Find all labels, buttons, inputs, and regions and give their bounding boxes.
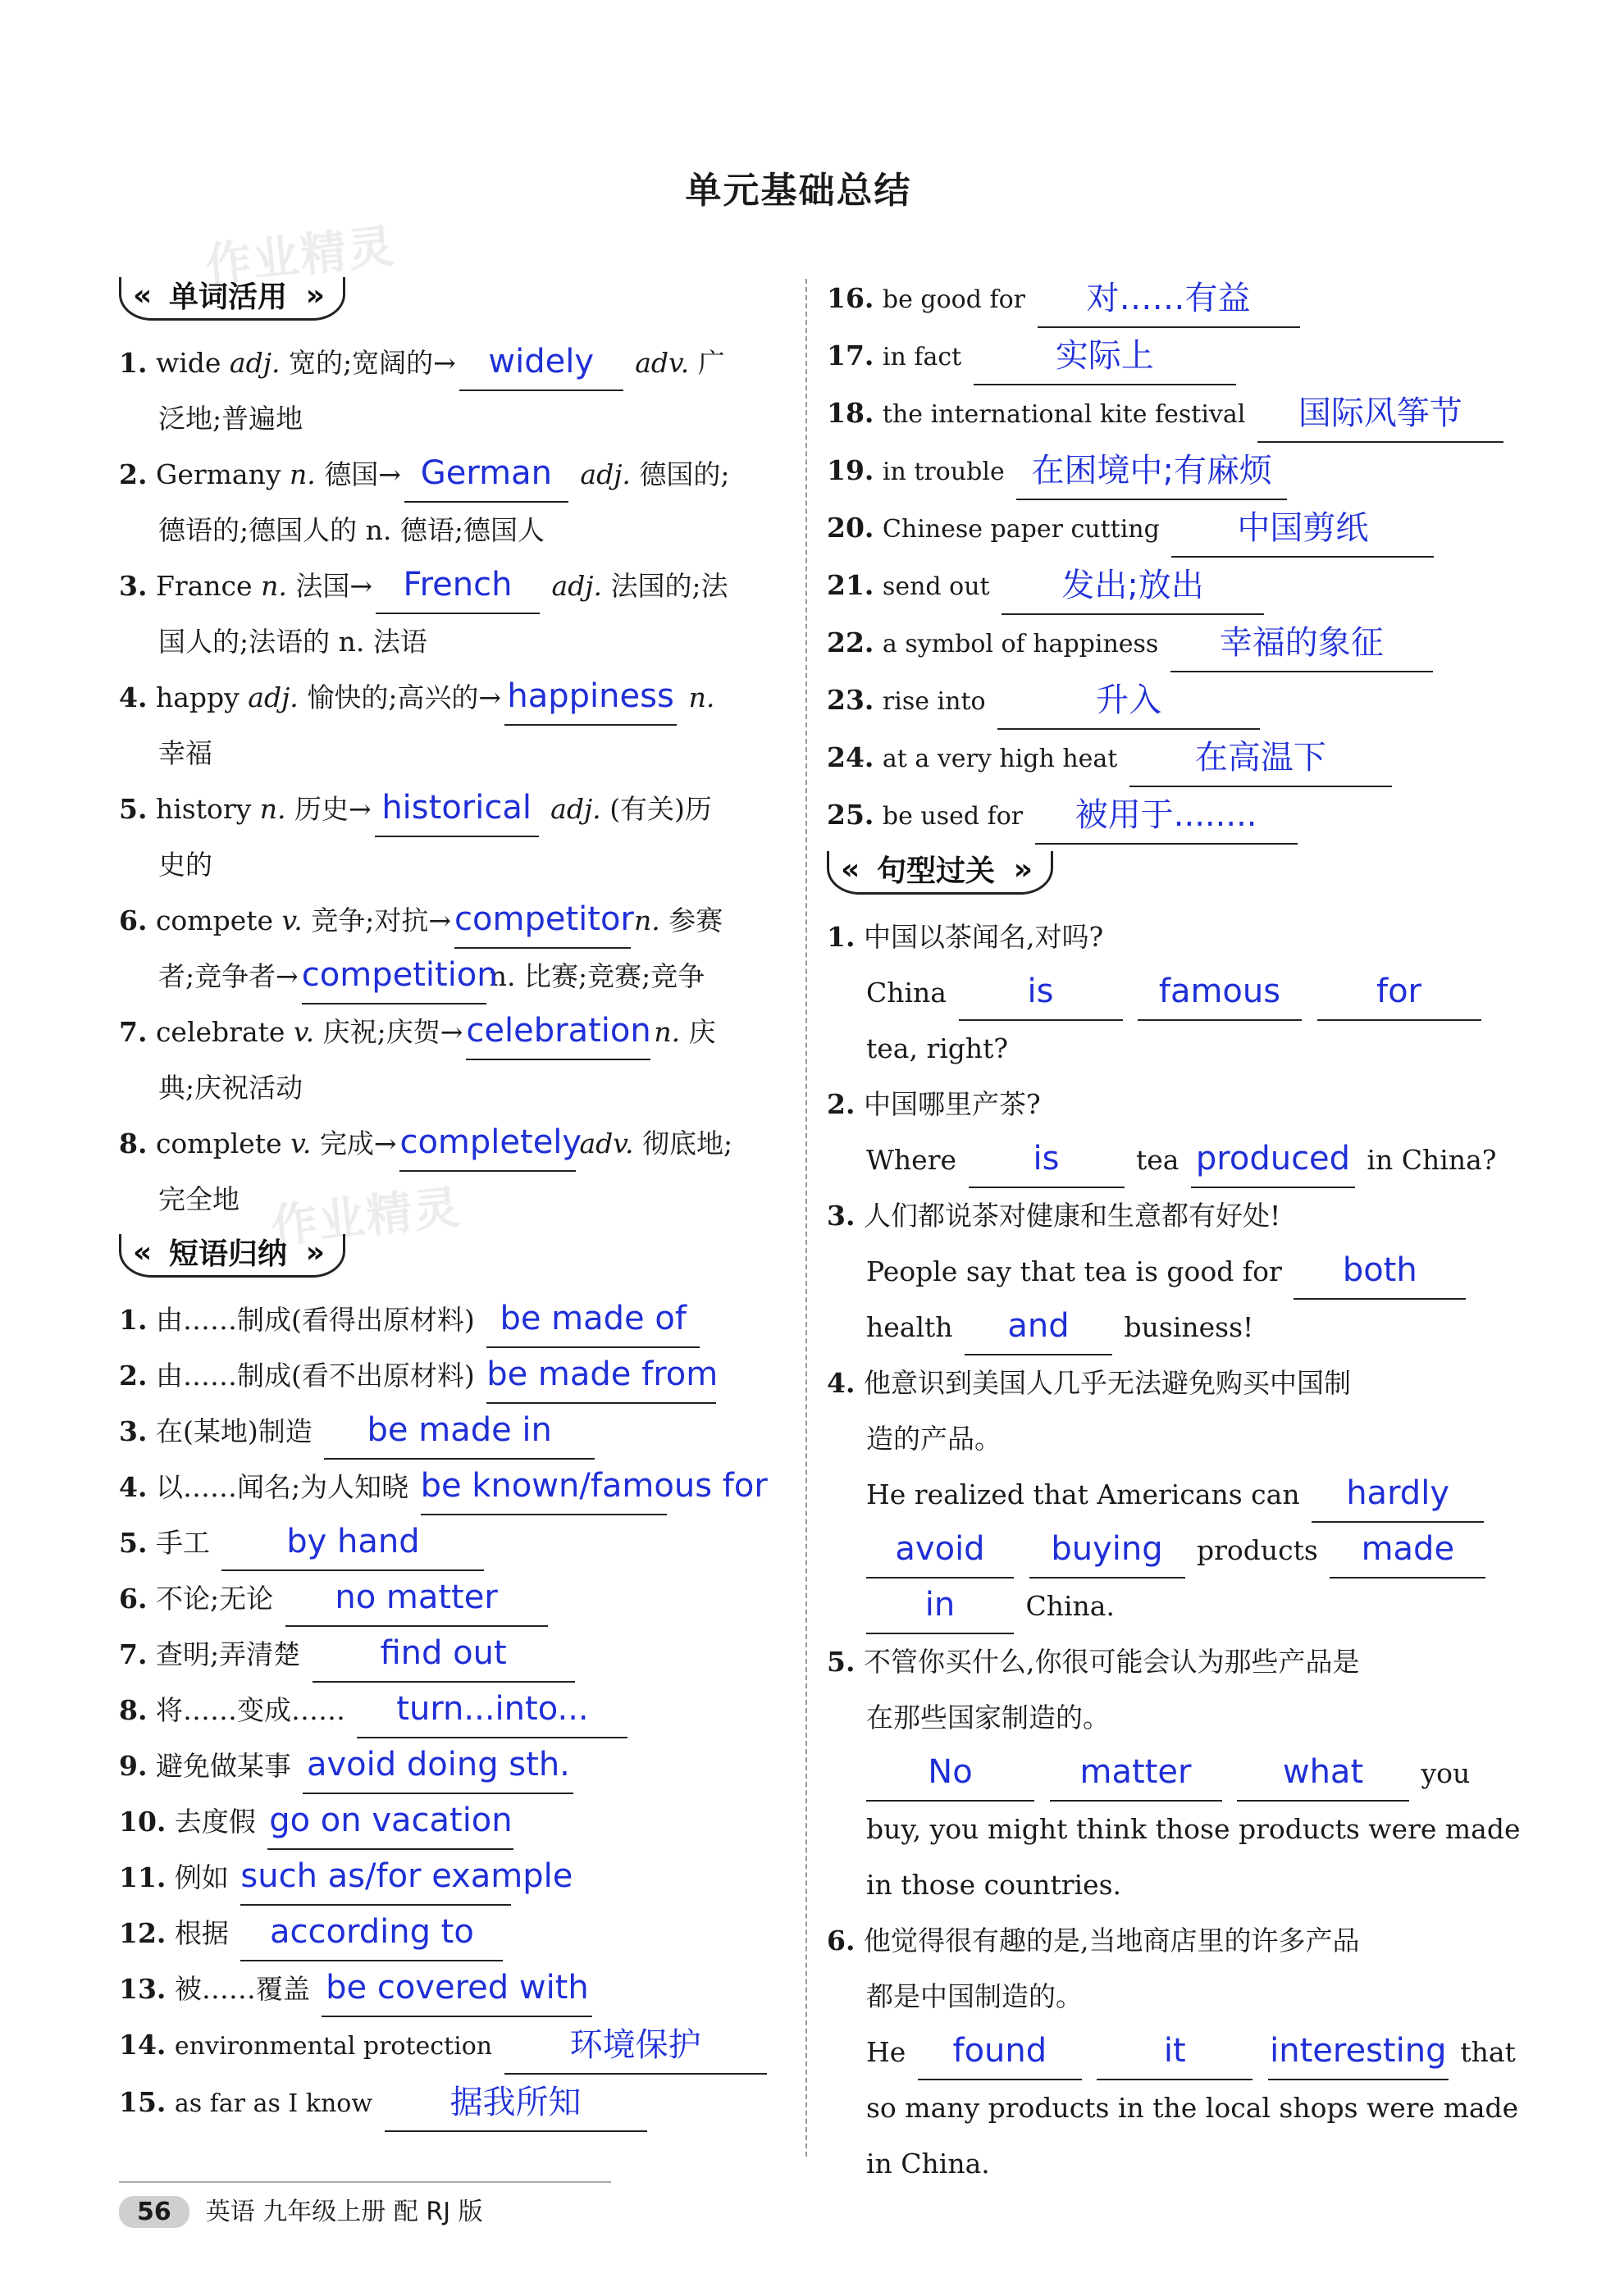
- sentence-en: avoid buying products made: [827, 1523, 1491, 1578]
- answer-blank[interactable]: celebration: [466, 1013, 650, 1060]
- phrase-prompt: 由……制成(看不出原材料): [155, 1360, 475, 1392]
- phrase-item: 10. 去度假 go on vacation: [119, 1794, 796, 1850]
- answer-blank[interactable]: 被用于........: [1035, 797, 1298, 845]
- phrase-item: 1. 由……制成(看得出原材料) be made of: [119, 1292, 796, 1348]
- answer-blank[interactable]: historical: [375, 790, 539, 837]
- phrase-item: 16. be good for 对……有益: [827, 271, 1491, 328]
- sentence-en: People say that tea is good for both: [827, 1244, 1491, 1300]
- sentence-cn: 5. 不管你买什么,你很可能会认为那些产品是: [827, 1646, 1360, 1678]
- answer-blank[interactable]: be made of: [486, 1301, 700, 1348]
- answer-blank[interactable]: such as/for example: [240, 1858, 511, 1906]
- answer-blank[interactable]: widely: [459, 344, 623, 391]
- vocab-item: 3. France n. 法国→ French adj. 法国的;法: [119, 558, 796, 614]
- section-header-sentences: « 句型过关 »: [827, 851, 1053, 895]
- phrase-item: 21. send out 发出;放出: [827, 558, 1491, 615]
- watermark: 作业精灵: [268, 1181, 464, 1254]
- answer-blank[interactable]: 环境保护: [504, 2027, 767, 2075]
- answer-blank[interactable]: hardly: [1312, 1475, 1484, 1523]
- answer-blank[interactable]: buying: [1029, 1531, 1185, 1578]
- phrase-item: 4. 以……闻名;为人知晓 be known/famous for: [119, 1460, 796, 1515]
- phrase-prompt: 避免做某事: [155, 1750, 291, 1782]
- right-column: [827, 271, 1521, 2192]
- sentence-en: in China.: [866, 2148, 990, 2180]
- phrase-prompt: 在(某地)制造: [155, 1415, 313, 1447]
- phrase-prompt: 以……闻名;为人知晓: [155, 1471, 409, 1503]
- phrase-item: 15. as far as I know 据我所知: [119, 2075, 796, 2132]
- answer-blank[interactable]: 在高温下: [1129, 740, 1392, 787]
- phrase-item: 14. environmental protection 环境保护: [119, 2017, 796, 2075]
- vocab-item: 5. history n. 历史→ historical adj. (有关)历: [119, 781, 796, 837]
- phrase-prompt: Chinese paper cutting: [882, 515, 1160, 544]
- answer-blank[interactable]: 在困境中;有麻烦: [1016, 453, 1287, 500]
- sentence-en: in those countries.: [866, 1869, 1122, 1901]
- answer-blank[interactable]: famous: [1138, 973, 1302, 1021]
- answer-blank[interactable]: it: [1097, 2033, 1253, 2080]
- phrase-item: 20. Chinese paper cutting 中国剪纸: [827, 500, 1491, 558]
- answer-blank[interactable]: happiness: [504, 678, 677, 726]
- phrase-prompt: 去度假: [174, 1806, 256, 1838]
- answer-blank[interactable]: both: [1294, 1252, 1466, 1300]
- phrase-prompt: in trouble: [882, 458, 1005, 486]
- answer-blank[interactable]: no matter: [285, 1579, 548, 1627]
- vocab-item: 6. compete v. 竞争;对抗→ competitor n. 参赛: [119, 893, 796, 949]
- answer-blank[interactable]: 中国剪纸: [1171, 510, 1434, 558]
- vocab-cont: 完全地: [158, 1183, 240, 1215]
- column-divider: [805, 279, 807, 2157]
- vocab-cont: 泛地;普遍地: [158, 403, 303, 435]
- phrase-prompt: 根据: [174, 1917, 229, 1949]
- answer-blank[interactable]: 据我所知: [385, 2084, 647, 2132]
- vocab-cont: 幸福: [158, 737, 212, 769]
- phrase-prompt: a symbol of happiness: [882, 630, 1159, 658]
- vocab-item: 4. happy adj. 愉快的;高兴的→ happiness n.: [119, 670, 796, 726]
- phrase-prompt: in fact: [882, 343, 962, 371]
- phrase-prompt: be used for: [882, 802, 1024, 831]
- phrase-prompt: 查明;弄清楚: [155, 1638, 301, 1670]
- phrase-prompt: environmental protection: [174, 2032, 493, 2061]
- vocab-item: 1. wide adj. 宽的;宽阔的→ widely adv. 广: [119, 335, 796, 391]
- answer-blank[interactable]: find out: [313, 1635, 575, 1683]
- answer-blank[interactable]: be covered with: [322, 1970, 592, 2017]
- sentence-cn: 1. 中国以茶闻名,对吗?: [827, 921, 1104, 953]
- footer-text: 英语 九年级上册 配 RJ 版: [205, 2198, 483, 2226]
- phrase-item: 5. 手工 by hand: [119, 1515, 796, 1571]
- phrase-prompt: 被……覆盖: [174, 1973, 310, 2005]
- phrase-item: 13. 被……覆盖 be covered with: [119, 1961, 796, 2017]
- answer-blank[interactable]: matter: [1050, 1754, 1222, 1802]
- phrase-item: 7. 查明;弄清楚 find out: [119, 1627, 796, 1683]
- phrase-item: 22. a symbol of happiness 幸福的象征: [827, 615, 1491, 672]
- answer-blank[interactable]: for: [1317, 973, 1481, 1021]
- vocab-cont: 典;庆祝活动: [158, 1072, 303, 1104]
- sentence-en: He realized that Americans can hardly: [827, 1467, 1491, 1523]
- vocab-cont: 德语的;德国人的 n. 德语;德国人: [158, 514, 545, 546]
- answer-blank[interactable]: 国际风筝节: [1257, 395, 1503, 443]
- answer-blank[interactable]: completely: [399, 1124, 576, 1172]
- answer-blank[interactable]: according to: [240, 1914, 503, 1961]
- section-header-phrases: « 短语归纳 »: [119, 1234, 345, 1278]
- answer-blank[interactable]: 升入: [997, 682, 1260, 730]
- sentence-en: so many products in the local shops were made: [866, 2092, 1519, 2124]
- answer-blank[interactable]: No: [866, 1754, 1034, 1802]
- phrase-prompt: 手工: [155, 1527, 210, 1559]
- answer-blank[interactable]: is: [969, 1141, 1125, 1188]
- answer-blank[interactable]: go on vacation: [267, 1802, 513, 1850]
- answer-blank[interactable]: be known/famous for: [421, 1468, 667, 1515]
- section-header-vocab: « 单词活用 »: [119, 277, 345, 321]
- sentence-cn: 6. 他觉得很有趣的是,当地商店里的许多产品: [827, 1925, 1360, 1957]
- answer-blank[interactable]: 实际上: [974, 338, 1236, 385]
- sentence-en: health and business!: [827, 1300, 1491, 1355]
- sentence-cn: 造的产品。: [866, 1423, 1002, 1455]
- phrase-item: 2. 由……制成(看不出原材料) be made from: [119, 1348, 796, 1404]
- sentence-en: China is famous for: [827, 965, 1491, 1021]
- answer-blank[interactable]: in: [866, 1587, 1014, 1634]
- answer-blank[interactable]: is: [959, 973, 1123, 1021]
- phrase-item: 23. rise into 升入: [827, 672, 1491, 730]
- phrase-item: 12. 根据 according to: [119, 1906, 796, 1961]
- answer-blank[interactable]: what: [1237, 1754, 1409, 1802]
- answer-blank[interactable]: be made in: [324, 1412, 595, 1460]
- phrase-item: 9. 避免做某事 avoid doing sth.: [119, 1738, 796, 1794]
- sentence-en: in China.: [827, 1578, 1491, 1634]
- answer-blank[interactable]: found: [918, 2033, 1082, 2080]
- phrase-prompt: send out: [882, 572, 990, 601]
- answer-blank[interactable]: 发出;放出: [1002, 567, 1264, 615]
- footer-rule: [119, 2181, 611, 2183]
- phrase-item: 25. be used for 被用于........: [827, 787, 1491, 845]
- answer-blank[interactable]: turn...into...: [357, 1691, 627, 1738]
- sentence-cn: 在那些国家制造的。: [866, 1702, 1110, 1733]
- sentence-cn: 2. 中国哪里产茶?: [827, 1088, 1041, 1120]
- phrase-prompt: be good for: [882, 285, 1025, 314]
- answer-blank[interactable]: avoid doing sth.: [303, 1747, 573, 1794]
- answer-blank[interactable]: competitor: [454, 901, 631, 949]
- phrase-item: 17. in fact 实际上: [827, 328, 1491, 385]
- answer-blank[interactable]: and: [965, 1308, 1112, 1355]
- sentence-en: He found it interesting that: [827, 2025, 1491, 2080]
- left-column: [119, 271, 796, 2132]
- sentence-cn: 3. 人们都说茶对健康和生意都有好处!: [827, 1200, 1281, 1232]
- footer: [119, 2191, 483, 2228]
- answer-blank[interactable]: produced: [1191, 1141, 1355, 1188]
- phrase-item: 6. 不论;无论 no matter: [119, 1571, 796, 1627]
- phrase-prompt: 由……制成(看得出原材料): [155, 1304, 475, 1336]
- phrase-prompt: as far as I know: [174, 2089, 373, 2118]
- vocab-cont: 史的: [158, 849, 212, 881]
- phrase-item: 18. the international kite festival 国际风筝节: [827, 385, 1491, 443]
- vocab-item: 8. complete v. 完成→ completely adv. 彻底地;: [119, 1116, 796, 1172]
- phrase-item: 19. in trouble 在困境中;有麻烦: [827, 443, 1491, 500]
- phrase-item: 24. at a very high heat 在高温下: [827, 730, 1491, 787]
- answer-blank[interactable]: avoid: [866, 1531, 1014, 1578]
- phrase-item: 8. 将……变成…… turn...into...: [119, 1683, 796, 1738]
- sentence-en: No matter what you: [827, 1746, 1491, 1802]
- page-title: 单元基础总结: [685, 170, 912, 212]
- phrase-prompt: the international kite festival: [882, 400, 1246, 429]
- sentence-en: buy, you might think those products were made: [866, 1813, 1521, 1845]
- answer-blank[interactable]: 对……有益: [1038, 280, 1300, 328]
- answer-blank[interactable]: be made from: [486, 1356, 716, 1404]
- vocab-item: 2. Germany n. 德国→ German adj. 德国的;: [119, 447, 796, 503]
- phrase-prompt: 将……变成……: [155, 1694, 345, 1726]
- phrase-prompt: at a very high heat: [882, 745, 1118, 773]
- phrase-item: 11. 例如 such as/for example: [119, 1850, 796, 1906]
- answer-blank[interactable]: interesting: [1268, 2033, 1449, 2080]
- sentence-cn: 4. 他意识到美国人几乎无法避免购买中国制: [827, 1367, 1351, 1399]
- answer-blank[interactable]: 幸福的象征: [1170, 625, 1433, 672]
- answer-blank[interactable]: made: [1330, 1531, 1485, 1578]
- page-number: 56: [119, 2196, 189, 2228]
- answer-blank[interactable]: by hand: [221, 1524, 484, 1571]
- phrase-item: 3. 在(某地)制造 be made in: [119, 1404, 796, 1460]
- vocab-cont: 国人的;法语的 n. 法语: [158, 626, 427, 658]
- phrase-prompt: rise into: [882, 687, 986, 716]
- phrase-prompt: 不论;无论: [155, 1583, 274, 1615]
- sentence-en: Where is tea produced in China?: [827, 1132, 1491, 1188]
- answer-blank[interactable]: competition: [302, 957, 486, 1004]
- answer-blank[interactable]: French: [376, 567, 540, 614]
- sentence-cn: 都是中国制造的。: [866, 1980, 1083, 2012]
- vocab-item: 7. celebrate v. 庆祝;庆贺→ celebration n. 庆: [119, 1004, 796, 1060]
- phrase-prompt: 例如: [174, 1861, 229, 1893]
- sentence-en: tea, right?: [866, 1032, 1009, 1064]
- watermark: 作业精灵: [203, 220, 399, 293]
- answer-blank[interactable]: German: [404, 455, 568, 503]
- vocab-cont: 者;竞争者→ competition n. 比赛;竞赛;竞争: [119, 949, 796, 1004]
